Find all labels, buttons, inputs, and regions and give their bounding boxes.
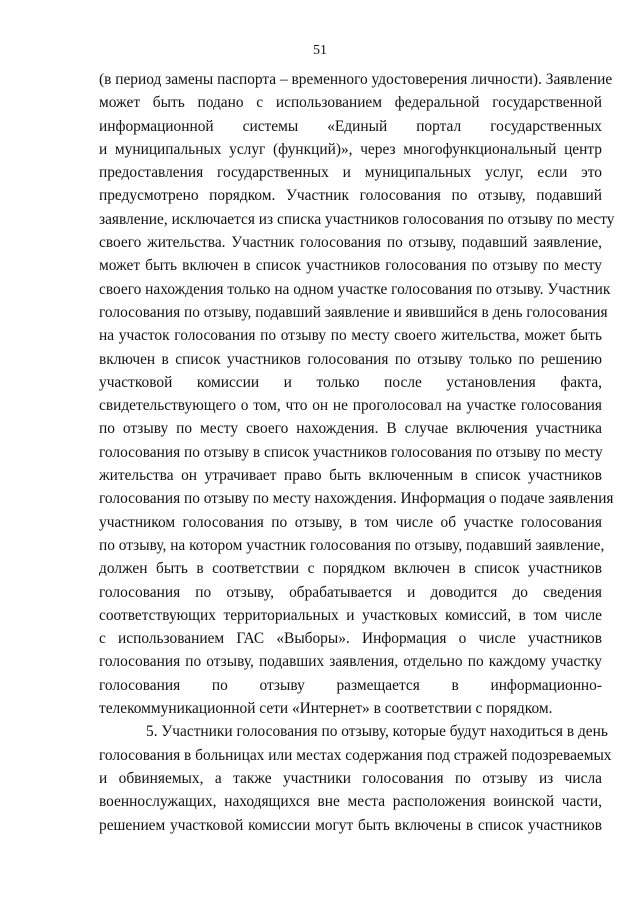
text-line: телекоммуникационной сети «Интернет» в соответствии с порядком. <box>99 700 553 718</box>
text-line: (в период замены паспорта – временного удостоверения личности). Заявление <box>99 71 613 88</box>
text-line: 5. Участники голосования по отзыву, которые будут находиться в день <box>146 723 608 741</box>
text-line: голосования в больницах или местах содержания под стражей подозреваемых <box>99 746 612 764</box>
text-line: голосования по отзыву, обрабатывается и доводится до сведения <box>99 583 602 601</box>
text-line: может быть подано с использованием федеральной государственной <box>99 94 602 112</box>
text-line: соответствующих территориальных и участковых комиссий, в том числе <box>99 606 602 624</box>
text-line: на участок голосования по отзыву по месту своего жительства, может быть <box>99 327 602 345</box>
text-line: жительства он утрачивает право быть включенным в список участников <box>99 467 602 485</box>
text-line: и обвиняемых, а также участники голосования по отзыву из числа <box>99 769 602 787</box>
text-line: голосования по отзыву, подавший заявление и явившийся в день голосования <box>99 303 608 321</box>
text-line: своего жительства. Участник голосования по отзыву, подавший заявление, <box>99 234 602 252</box>
text-line: свидетельствующего о том, что он не проголосовал на участке голосования <box>99 397 602 415</box>
text-line: голосования по отзыву, подавших заявления, отдельно по каждому участку <box>99 653 602 671</box>
text-line: может быть включен в список участников голосования по отзыву по месту <box>99 257 602 275</box>
text-line: должен быть в соответствии с порядком включен в список участников <box>99 560 602 578</box>
text-line: своего нахождения только на одном участке голосования по отзыву. Участник <box>99 280 611 298</box>
text-line: информационной системы «Единый портал государственных <box>99 117 602 135</box>
text-line: предоставления государственных и муниципальных услуг, если это <box>99 164 602 182</box>
document-body <box>99 68 615 837</box>
text-line: предусмотрено порядком. Участник голосования по отзыву, подавший <box>99 187 602 205</box>
text-line: голосования по отзыву по месту нахождения. Информация о подаче заявления <box>99 490 614 508</box>
text-line: по отзыву, на котором участник голосования по отзыву, подавший заявление, <box>99 536 605 554</box>
text-line: включен в список участников голосования по отзыву только по решению <box>99 350 602 368</box>
text-line: голосования по отзыву в список участников голосования по отзыву по месту <box>99 443 603 461</box>
text-line: военнослужащих, находящихся вне места расположения воинской части, <box>99 793 602 811</box>
text-line: участковой комиссии и только после установления факта, <box>99 373 602 391</box>
page-number: 51 <box>313 43 327 58</box>
text-line: заявление, исключается из списка участников голосования по отзыву по месту <box>99 210 615 228</box>
text-line: с использованием ГАС «Выборы». Информация о числе участников <box>99 630 602 648</box>
text-line: по отзыву по месту своего нахождения. В случае включения участника <box>99 420 602 438</box>
text-line: и муниципальных услуг (функций)», через многофункциональный центр <box>99 140 602 158</box>
text-line: решением участковой комиссии могут быть включены в список участников <box>99 816 602 834</box>
text-line: участником голосования по отзыву, в том числе об участке голосования <box>99 513 602 531</box>
text-line: голосования по отзыву размещается в информационно- <box>99 676 602 694</box>
